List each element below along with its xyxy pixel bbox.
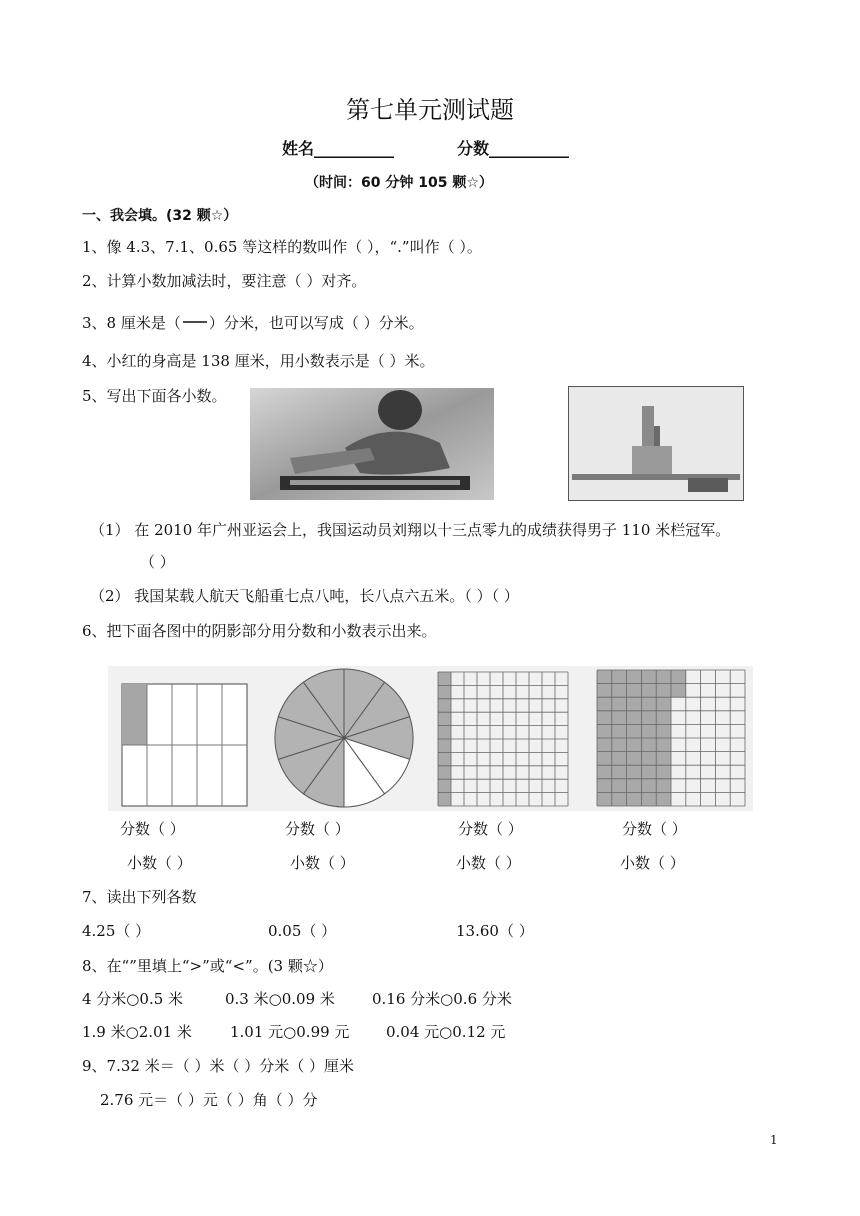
section-heading: 一、我会填。(32 颗☆）	[82, 208, 238, 224]
shaded-cell	[641, 684, 656, 698]
q8-item-1: 4 分米○0.5 米	[82, 990, 184, 1008]
score-field-label: 分数__________	[457, 139, 570, 158]
name-field-label: 姓名__________	[282, 139, 395, 158]
fraction-answer-4: 分数（ ）	[622, 820, 687, 838]
shaded-cell	[597, 765, 612, 779]
question-4: 4、小红的身高是 138 厘米，用小数表示是（ ）米。	[82, 352, 435, 370]
q8-item-5: 1.01 元○0.99 元	[230, 1023, 350, 1041]
fraction-answer-3: 分数（ ）	[458, 820, 523, 838]
shaded-cell	[597, 697, 612, 711]
question-2: 2、计算小数加减法时，要注意（ ）对齐。	[82, 272, 367, 290]
shaded-cell	[627, 684, 642, 698]
shaded-cell	[641, 792, 656, 806]
page-number: 1	[770, 1133, 778, 1147]
question-5: 5、写出下面各小数。	[82, 387, 227, 405]
shaded-cell	[597, 670, 612, 684]
question-9-a: 9、7.32 米＝（ ）米（ ）分米（ ）厘米	[82, 1057, 355, 1075]
time-note: （时间：60 分钟 105 颗☆）	[305, 175, 493, 191]
rect-5x2-figure	[122, 684, 247, 806]
shaded-cell	[627, 752, 642, 766]
shaded-cell	[641, 711, 656, 725]
shaded-cell	[612, 697, 627, 711]
shaded-cell	[656, 670, 671, 684]
shaded-cell	[627, 697, 642, 711]
shaded-cell	[641, 697, 656, 711]
shaded-cell	[627, 779, 642, 793]
decimal-answer-1: 小数（ ）	[127, 854, 192, 872]
decimal-answer-4: 小数（ ）	[620, 854, 685, 872]
fraction-answer-1: 分数（ ）	[120, 820, 185, 838]
question-8: 8、在“”里填上“>”或“<”。(3 颗☆）	[82, 957, 333, 975]
shaded-cell	[597, 752, 612, 766]
question-1: 1、像 4.3、7.1、0.65 等这样的数叫作（ ），“.”叫作（ ）。	[82, 238, 482, 256]
hurdler-photo	[250, 388, 494, 500]
shaded-cell	[612, 724, 627, 738]
shaded-cell	[627, 738, 642, 752]
shaded-cell	[597, 711, 612, 725]
question-6: 6、把下面各图中的阴影部分用分数和小数表示出来。	[82, 622, 437, 640]
shaded-cell	[641, 670, 656, 684]
shaded-cell	[656, 711, 671, 725]
shaded-cell	[612, 684, 627, 698]
shaded-cell	[627, 724, 642, 738]
shaded-cell	[627, 670, 642, 684]
q7-item-1: 4.25（ ）	[82, 922, 151, 940]
shaded-cell	[612, 670, 627, 684]
shaded-cell	[612, 752, 627, 766]
grid-100-figure-b	[597, 670, 745, 806]
circle-10-figure	[275, 669, 413, 807]
q8-item-3: 0.16 分米○0.6 分米	[372, 990, 512, 1008]
shaded-cell	[597, 724, 612, 738]
shaded-cell	[671, 684, 686, 698]
question-9-b: 2.76 元＝（ ）元（ ）角（ ）分	[100, 1091, 318, 1109]
shaded-cell	[656, 792, 671, 806]
decimal-answer-3: 小数（ ）	[456, 854, 521, 872]
shaded-cell	[612, 792, 627, 806]
q7-item-2: 0.05（ ）	[268, 922, 337, 940]
q8-item-4: 1.9 米○2.01 米	[82, 1023, 192, 1041]
shaded-cell	[656, 724, 671, 738]
q8-item-2: 0.3 米○0.09 米	[225, 990, 335, 1008]
shaded-cell	[656, 779, 671, 793]
shaded-cell	[656, 697, 671, 711]
rocket-photo	[568, 386, 744, 501]
shaded-cell	[597, 684, 612, 698]
shaded-cell	[641, 724, 656, 738]
shaded-cell	[627, 792, 642, 806]
q7-item-3: 13.60（ ）	[456, 922, 534, 940]
shaded-cell	[641, 752, 656, 766]
shaded-cell	[612, 711, 627, 725]
fraction-answer-2: 分数（ ）	[285, 820, 350, 838]
shaded-cell	[656, 684, 671, 698]
question-5-2: （2） 我国某载人航天飞船重七点八吨，长八点六五米。（ ）（ ）	[90, 587, 519, 605]
shaded-cell	[597, 738, 612, 752]
shaded-cell	[627, 765, 642, 779]
shaded-cell	[656, 738, 671, 752]
shaded-cell	[656, 765, 671, 779]
question-5-1-blank: （ ）	[140, 553, 175, 571]
question-3	[82, 312, 424, 333]
shaded-cell	[641, 779, 656, 793]
question-3-suffix: ）分米，也可以写成（ ）分米。	[208, 314, 424, 332]
shaded-cell	[671, 670, 686, 684]
question-5-1: （1） 在 2010 年广州亚运会上，我国运动员刘翔以十三点零九的成绩获得男子 110 米栏冠军。	[90, 521, 731, 539]
figure-strip	[108, 666, 753, 811]
q8-item-6: 0.04 元○0.12 元	[386, 1023, 506, 1041]
shaded-cell	[656, 752, 671, 766]
shaded-cell	[597, 779, 612, 793]
shaded-cell	[627, 711, 642, 725]
question-7: 7、读出下列各数	[82, 888, 197, 906]
shaded-cell	[597, 792, 612, 806]
question-3-prefix: 3、8 厘米是（	[82, 314, 181, 332]
decimal-answer-2: 小数（ ）	[290, 854, 355, 872]
page-title: 第七单元测试题	[346, 96, 514, 124]
shaded-cell	[612, 738, 627, 752]
shaded-cell	[641, 765, 656, 779]
grid-100-figure-a	[438, 672, 568, 806]
fraction-blank	[181, 315, 209, 333]
shaded-cell	[641, 738, 656, 752]
shaded-cell	[612, 765, 627, 779]
shaded-cell	[612, 779, 627, 793]
